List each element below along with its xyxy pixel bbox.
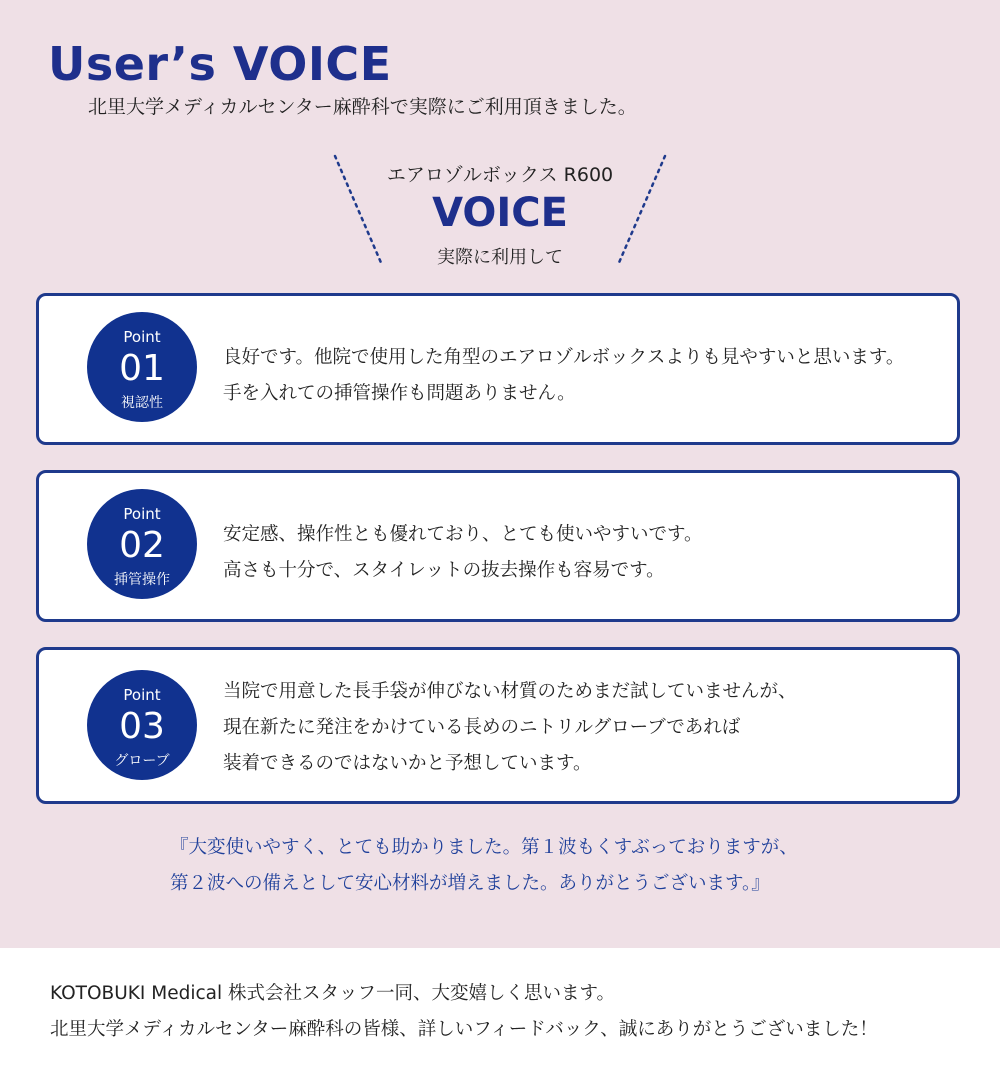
point-comment — [223, 340, 904, 412]
point-category: 挿管操作 — [114, 572, 170, 588]
message-line: 北里大学メディカルセンター麻酔科の皆様、詳しいフィードバック、誠にありがとうございました！ — [50, 1019, 878, 1040]
point-badge — [87, 489, 197, 599]
point-badge — [87, 312, 197, 422]
message-line: KOTOBUKI Medical 株式会社スタッフ一同、大変嬉しく思います。 — [50, 983, 616, 1004]
company-message — [50, 976, 878, 1048]
point-comment — [223, 674, 797, 782]
comment-line: 当院で用意した長手袋が伸びない材質のためまだ試していませんが、 — [223, 681, 797, 702]
comment-line: 安定感、操作性とも優れており、とても使いやすいです。 — [223, 524, 703, 545]
point-label: Point — [123, 328, 161, 346]
point-card-02 — [36, 470, 960, 622]
comment-line: 高さも十分で、スタイレットの抜去操作も容易です。 — [223, 560, 665, 581]
page-subtitle: 北里大学メディカルセンター麻酔科で実際にご利用頂きました。 — [88, 96, 637, 118]
point-number: 03 — [119, 706, 165, 747]
point-category: 視認性 — [121, 395, 163, 411]
point-number: 01 — [119, 348, 165, 389]
point-card-01 — [36, 293, 960, 445]
comment-line: 手を入れての挿管操作も問題ありません。 — [223, 383, 576, 404]
user-quote — [170, 830, 798, 902]
voice-heading — [320, 150, 680, 275]
product-name: エアロゾルボックス R600 — [386, 164, 614, 186]
page-title: User’s VOICE — [48, 37, 392, 91]
point-comment — [223, 517, 703, 589]
voice-caption: 実際に利用して — [437, 247, 563, 268]
point-card-03 — [36, 647, 960, 804]
point-label: Point — [123, 686, 161, 704]
point-badge — [87, 670, 197, 780]
quote-line: 第２波への備えとして安心材料が増えました。ありがとうございます。』 — [170, 873, 770, 894]
comment-line: 装着できるのではないかと予想しています。 — [223, 753, 592, 774]
point-label: Point — [123, 505, 161, 523]
voice-title: VOICE — [432, 190, 568, 236]
point-category: グローブ — [114, 753, 170, 769]
point-number: 02 — [119, 525, 165, 566]
quote-line: 『大変使いやすく、とても助かりました。第１波もくすぶっておりますが、 — [170, 837, 798, 858]
comment-line: 現在新たに発注をかけている長めのニトリルグローブであれば — [223, 717, 741, 738]
comment-line: 良好です。他院で使用した角型のエアロゾルボックスよりも見やすいと思います。 — [223, 347, 905, 368]
